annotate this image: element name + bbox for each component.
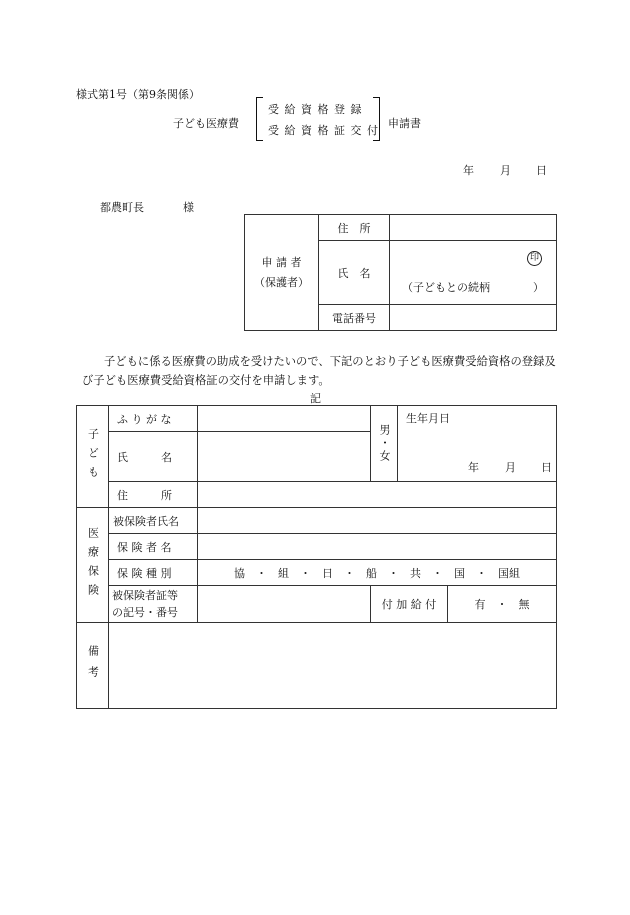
relation-suffix: ）: [533, 281, 544, 294]
applicant-name-field[interactable]: [390, 241, 557, 305]
furigana-field[interactable]: [198, 406, 371, 432]
insured-name-field[interactable]: [198, 508, 557, 534]
birth-year: 年: [468, 461, 479, 474]
insurer-field[interactable]: [198, 534, 557, 560]
gender-cell[interactable]: [371, 406, 398, 482]
extra-benefit-options[interactable]: 有 ・ 無: [474, 598, 530, 611]
date-day: 日: [536, 164, 547, 177]
child-address-field[interactable]: [198, 482, 557, 508]
form-number: 様式第1号（第9条関係）: [76, 88, 200, 101]
applicant-table: [244, 214, 557, 331]
insurance-group-label-cell: [77, 508, 109, 623]
applicant-phone-field[interactable]: [390, 305, 557, 331]
main-table: [76, 405, 557, 709]
applicant-phone-label: 電話番号: [319, 305, 390, 331]
birth-label: 生年月日: [406, 412, 450, 425]
extra-benefit-cell: [371, 586, 557, 623]
card-number-label-2: の記号・番号: [112, 606, 178, 619]
card-number-label-1: 被保険者証等: [112, 589, 178, 602]
child-address-label: 住 所: [109, 482, 198, 508]
insurance-type-label: 保 険 種 別: [109, 560, 198, 586]
remarks-field[interactable]: [109, 623, 557, 709]
extra-benefit-table: [371, 586, 556, 622]
addressee-honorific: 様: [183, 201, 194, 214]
insured-name-label: 被保険者氏名: [109, 508, 198, 534]
insurance-type-options[interactable]: 協 ・ 組 ・ 日 ・ 船 ・ 共 ・ 国 ・ 国組: [198, 560, 557, 586]
insurer-label: 保 険 者 名: [109, 534, 198, 560]
title-prefix: 子ども医療費: [173, 117, 239, 130]
remarks-label: 備考: [86, 644, 100, 687]
title-option-issuance: 受 給 資 格 証 交 付: [268, 124, 379, 137]
insurance-group-label: 医療保険: [86, 527, 100, 603]
applicant-label: 申 請 者: [261, 255, 302, 269]
card-number-label-cell: [109, 586, 198, 623]
title-option-registration: 受 給 資 格 登 録: [268, 103, 363, 116]
left-bracket: [256, 97, 263, 141]
date-year: 年: [463, 164, 474, 177]
gender-label: 男・女: [378, 424, 391, 463]
applicant-address-field[interactable]: [390, 215, 557, 241]
child-group-label: 子ども: [86, 428, 100, 485]
extra-benefit-label: 付 加 給 付: [371, 586, 448, 622]
child-group-label-cell: [77, 406, 109, 508]
relation-prefix: （子どもとの続柄: [402, 281, 490, 294]
applicant-label-sub: （保護者）: [254, 275, 309, 289]
body-text: 子どもに係る医療費の助成を受けたいので、下記のとおり子ども医療費受給資格の登録及び子ども医療費受給資格証の交付を申請します。: [82, 355, 556, 387]
seal-mark: 印: [527, 251, 542, 266]
addressee-name: 都農町長: [100, 201, 144, 214]
title-suffix: 申請書: [388, 117, 421, 130]
child-name-field[interactable]: [198, 432, 371, 482]
applicant-name-label: 氏 名: [319, 241, 390, 305]
card-number-field[interactable]: [198, 586, 371, 623]
birth-month: 月: [505, 461, 516, 474]
applicant-label-cell: [245, 215, 319, 331]
remarks-label-cell: [77, 623, 109, 709]
applicant-address-label: 住 所: [319, 215, 390, 241]
date-month: 月: [500, 164, 511, 177]
birth-day: 日: [541, 461, 552, 474]
child-name-label: 氏 名: [109, 432, 198, 482]
furigana-label: ふ り が な: [109, 406, 198, 432]
birthdate-field[interactable]: [398, 406, 557, 482]
ki-label: 記: [310, 392, 321, 405]
